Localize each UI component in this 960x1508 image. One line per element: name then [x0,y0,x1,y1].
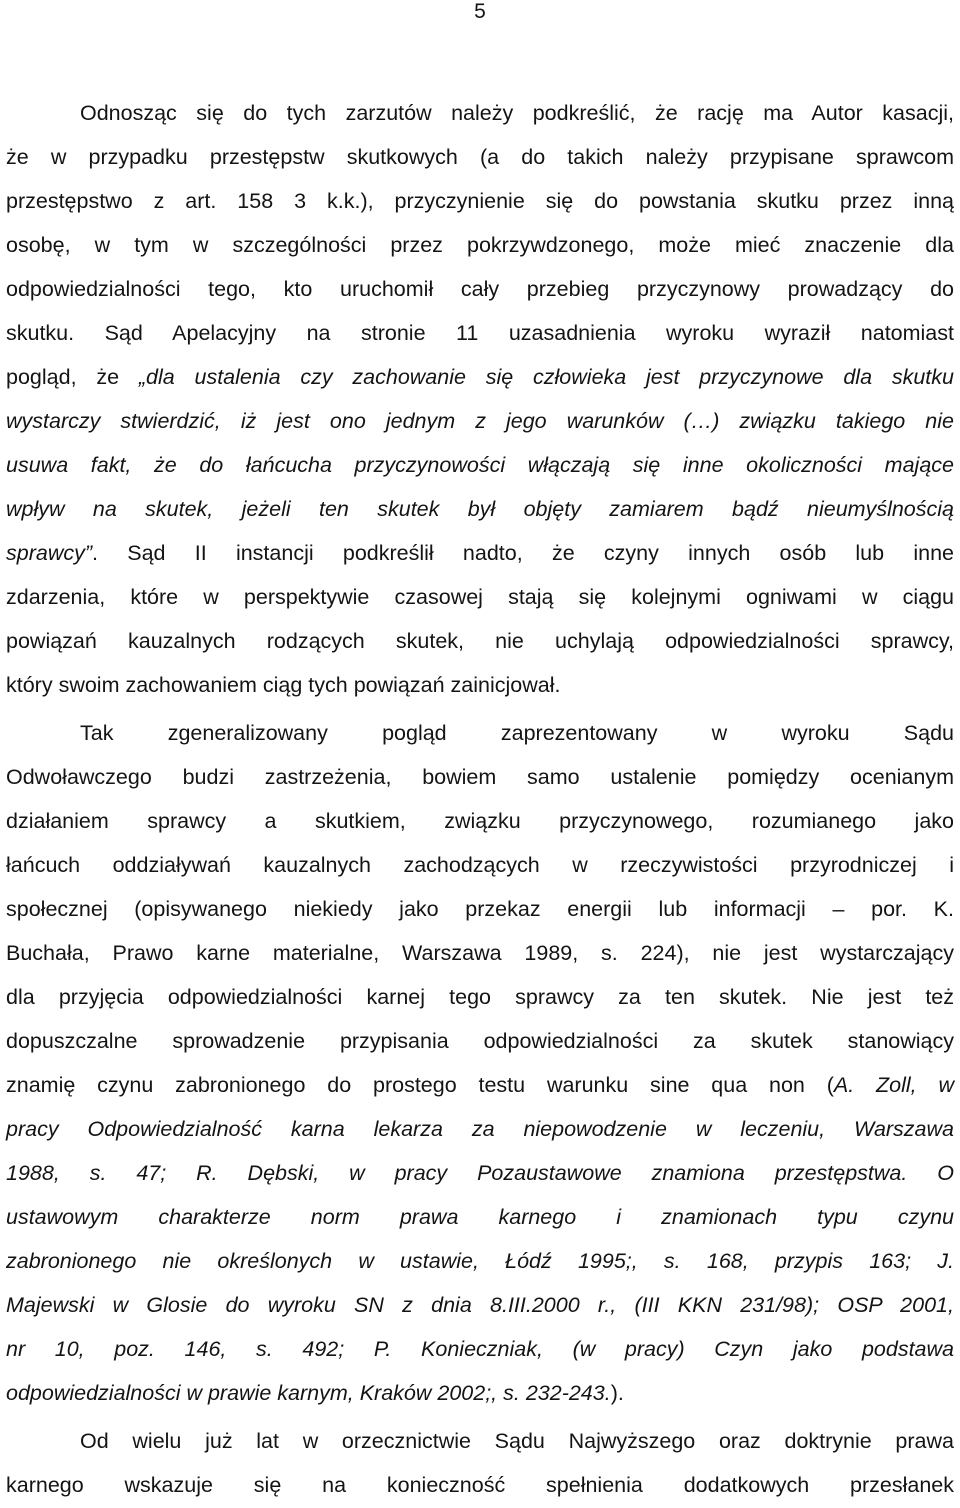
text-line: osobę, w tym w szczególności przez pokrzywdzonego, może mieć znaczenie dla [6,233,954,257]
text-line: działaniem sprawcy a skutkiem, związku przyczynowego, rozumianego jako [6,809,954,833]
text-line: Tak zgeneralizowany pogląd zaprezentowany w wyroku Sądu [80,721,954,745]
text-line: dopuszczalne sprowadzenie przypisania odpowiedzialności za skutek stanowiący [6,1029,954,1053]
text-line: wpływ na skutek, jeżeli ten skutek był objęty zamiarem bądź nieumyślnością [6,497,954,521]
text-line: że w przypadku przestępstw skutkowych (a do takich należy przypisane sprawcom [6,145,954,169]
text-line: który swoim zachowaniem ciąg tych powiązań zainicjował. [6,673,561,697]
text-line: 1988, s. 47; R. Dębski, w pracy Pozaustawowe znamiona przestępstwa. O [6,1161,954,1185]
text-line: sprawcy”. Sąd II instancji podkreślił nadto, że czyny innych osób lub inne [6,541,954,565]
text-line: znamię czynu zabronionego do prostego testu warunku sine qua non (A. Zoll, w [6,1073,954,1097]
text-line: zdarzenia, które w perspektywie czasowej stają się kolejnymi ogniwami w ciągu [6,585,954,609]
text-line: zabronionego nie określonych w ustawie, Łódź 1995;, s. 168, przypis 163; J. [6,1249,954,1273]
text-line: pracy Odpowiedzialność karna lekarza za niepowodzenie w leczeniu, Warszawa [6,1117,954,1141]
text-line: ustawowym charakterze norm prawa karnego i znamionach typu czynu [6,1205,954,1229]
text-line: wystarczy stwierdzić, iż jest ono jednym z jego warunków (…) związku takiego nie [6,409,954,433]
page-number: 5 [474,0,486,23]
text-line: karnego wskazuje się na konieczność spełnienia dodatkowych przesłanek [6,1473,954,1497]
text-line: społecznej (opisywanego niekiedy jako przekaz energii lub informacji – por. K. [6,897,954,921]
text-line: skutku. Sąd Apelacyjny na stronie 11 uzasadnienia wyroku wyraził natomiast [6,321,954,345]
text-line: odpowiedzialności tego, kto uruchomił cały przebieg przyczynowy prowadzący do [6,277,954,301]
text-line: powiązań kauzalnych rodzących skutek, nie uchylają odpowiedzialności sprawcy, [6,629,954,653]
text-line: Majewski w Glosie do wyroku SN z dnia 8.III.2000 r., (III KKN 231/98); OSP 2001, [6,1293,954,1317]
text-line: łańcuch oddziaływań kauzalnych zachodzących w rzeczywistości przyrodniczej i [6,853,954,877]
text-line: pogląd, że „dla ustalenia czy zachowanie się człowieka jest przyczynowe dla skutku [6,365,954,389]
text-line: odpowiedzialności w prawie karnym, Kraków 2002;, s. 232-243.). [6,1381,624,1405]
text-line: Od wielu już lat w orzecznictwie Sądu Najwyższego oraz doktrynie prawa [80,1429,954,1453]
text-line: usuwa fakt, że do łańcucha przyczynowości włączają się inne okoliczności mające [6,453,954,477]
text-line: Odwoławczego budzi zastrzeżenia, bowiem samo ustalenie pomiędzy ocenianym [6,765,954,789]
text-line: przestępstwo z art. 158 3 k.k.), przyczynienie się do powstania skutku przez inną [6,189,954,213]
text-line: dla przyjęcia odpowiedzialności karnej tego sprawcy za ten skutek. Nie jest też [6,985,954,1009]
text-line: Buchała, Prawo karne materialne, Warszawa 1989, s. 224), nie jest wystarczający [6,941,954,965]
text-line: Odnosząc się do tych zarzutów należy podkreślić, że rację ma Autor kasacji, [80,101,954,125]
text-line: nr 10, poz. 146, s. 492; P. Konieczniak, (w pracy) Czyn jako podstawa [6,1337,954,1361]
